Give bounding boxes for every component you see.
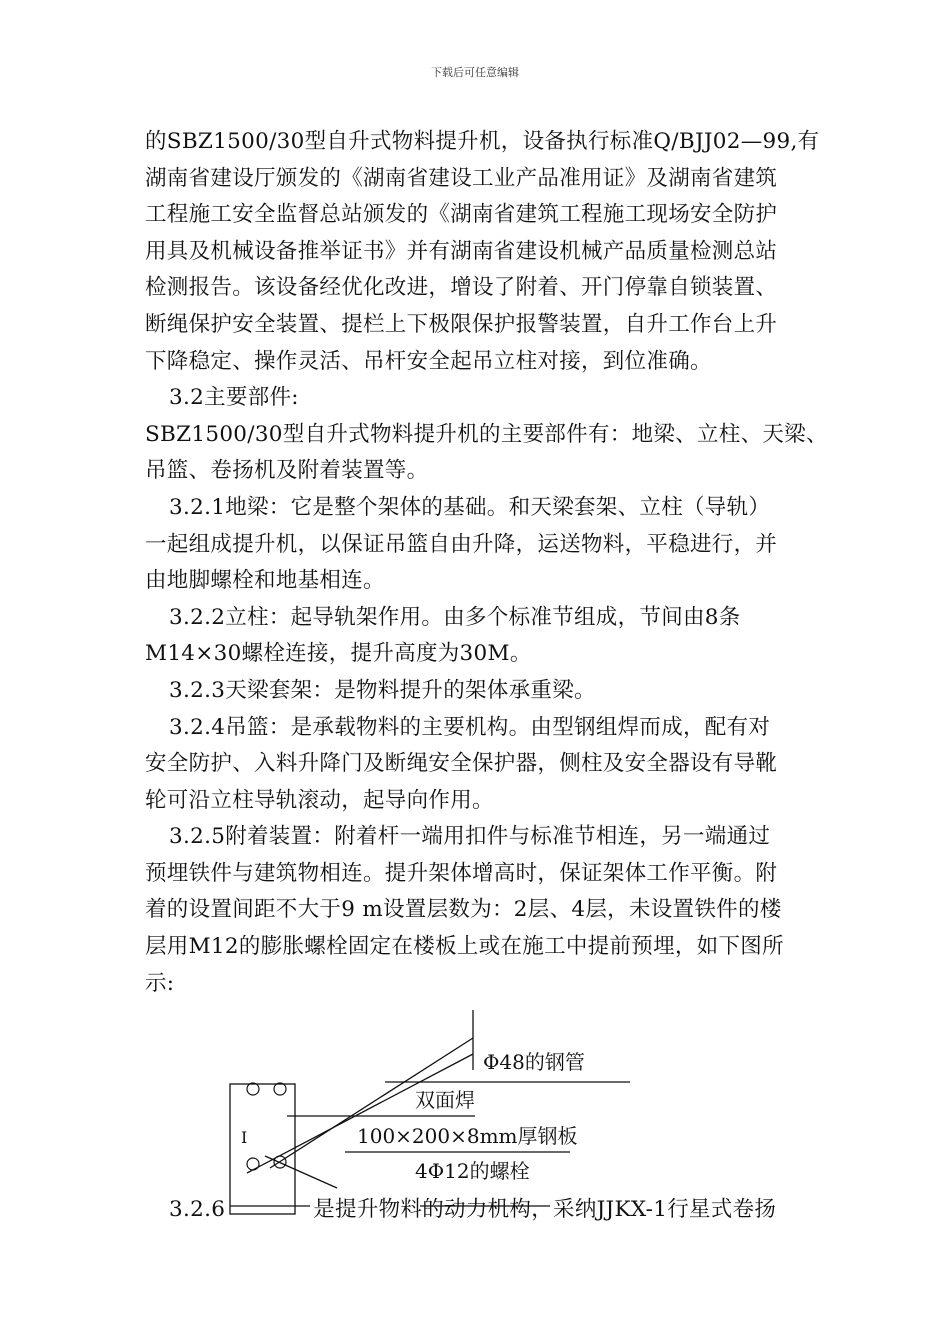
weld-label: 双面焊: [415, 1088, 475, 1112]
text-line: 断绳保护安全装置、提栏上下极限保护报警装置，自升工作台上升: [145, 311, 778, 337]
text-line: 吊篮、卷扬机及附着装置等。: [145, 458, 429, 484]
attachment-diagram: [225, 1010, 645, 1220]
text-line: SBZ1500/30型自升式物料提升机的主要部件有：地梁、立柱、天梁、: [145, 421, 828, 447]
text-line: 3.2主要部件:: [169, 385, 299, 411]
text-line: 一起组成提升机，以保证吊篮自由升降，运送物料，平稳进行，并: [145, 531, 778, 557]
bolt-label: 4Φ12的螺栓: [415, 1159, 530, 1183]
text-line: 层用M12的膨胀螺栓固定在楼板上或在施工中提前预埋，如下图所: [145, 934, 784, 960]
text-line: 预埋铁件与建筑物相连。提升架体增高时，保证架体工作平衡。附: [145, 860, 778, 886]
document-body: [145, 124, 828, 1002]
section-mark: I: [241, 1128, 248, 1147]
bolt-hole-top-left: [247, 1083, 259, 1095]
text-line: 示:: [145, 970, 175, 996]
text-line: M14×30螺栓连接，提升高度为30M。: [145, 641, 532, 667]
section-number: 3.2.6: [169, 1197, 226, 1222]
text-line: 检测报告。该设备经优化改进，增设了附着、开门停靠自锁装置、: [145, 275, 778, 301]
pipe-label: Φ48的钢管: [483, 1050, 585, 1074]
page-header: 下载后可任意编辑: [431, 66, 519, 79]
attachment-figure: [225, 1010, 645, 1220]
text-line: 由地脚螺栓和地基相连。: [145, 568, 385, 594]
text-line: 湖南省建设厅颁发的《湖南省建设工业产品准用证》及湖南省建筑: [145, 165, 778, 191]
bolt-hole-top-right: [274, 1083, 286, 1095]
text-line: 3.2.5附着装置：附着杆一端用扣件与标准节相连，另一端通过: [169, 824, 771, 850]
text-line: 着的设置间距不大于9 m设置层数为：2层、4层，未设置铁件的楼: [145, 897, 782, 923]
text-line: 工程施工安全监督总站颁发的《湖南省建筑工程施工现场安全防护: [145, 202, 778, 228]
text-line: 的SBZ1500/30型自升式物料提升机，设备执行标准Q/BJJ02—99,有: [145, 129, 820, 154]
text-line: 3.2.1地梁：它是整个架体的基础。和天梁套架、立柱（导轨）: [169, 494, 771, 520]
plate-label: 100×200×8mm厚钢板: [357, 1124, 578, 1148]
last-line-text: 是提升物料的动力机构，采纳JJKX-1行星式卷扬: [313, 1197, 777, 1222]
text-line: 3.2.2立柱：起导轨架作用。由多个标准节组成，节间由8条: [169, 604, 741, 630]
text-line: 用具及机械设备推举证书》并有湖南省建设机械产品质量检测总站: [145, 238, 778, 264]
text-line: 轮可沿立柱导轨滚动，起导向作用。: [145, 787, 494, 813]
pipe-diagonal-lower: [265, 1156, 337, 1188]
text-line: 3.2.3天梁套架：是物料提升的架体承重梁。: [169, 677, 596, 703]
text-line: 下降稳定、操作灵活、吊杆安全起吊立柱对接，到位准确。: [145, 348, 712, 374]
text-line: 安全防护、入料升降门及断绳安全保护器，侧柱及安全器设有导靴: [145, 751, 778, 777]
text-line: 3.2.4吊篮：是承载物料的主要机构。由型钢组焊而成，配有对: [169, 714, 771, 740]
last-paragraph-line: [169, 1192, 776, 1223]
